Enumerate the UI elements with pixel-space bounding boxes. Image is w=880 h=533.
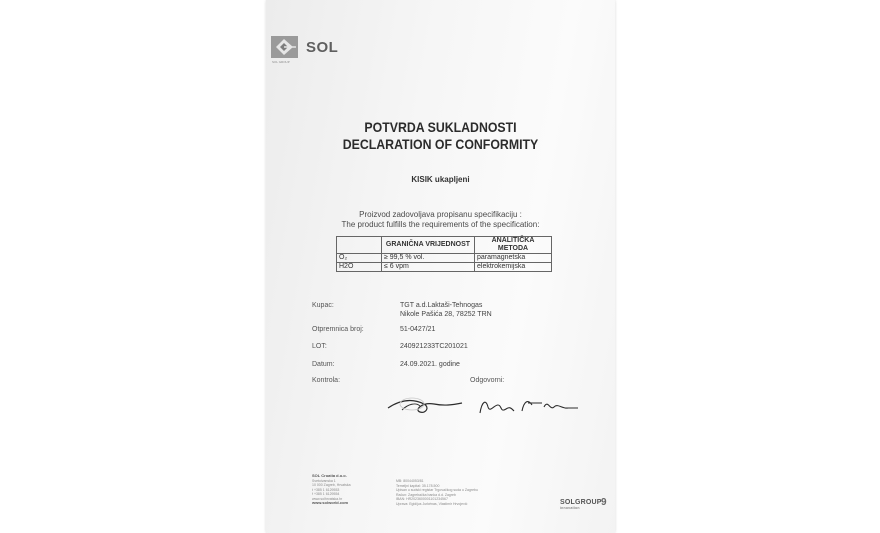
intro-english: The product fulfills the requirements of the specification: <box>341 220 540 229</box>
footer-address-line: t +385 1 6129553 <box>312 487 340 492</box>
edge-digit: 9 <box>601 497 607 508</box>
date-label: Datum: <box>312 361 335 368</box>
footer-registration-block <box>396 479 478 506</box>
header-limit-text: GRANIČNA VRIJEDNOST <box>385 241 471 248</box>
header-method-text: ANALITIČKA METODA <box>491 237 535 252</box>
footer-reg-line: IBAN: HR2023600001101234567 <box>396 497 448 501</box>
delivery-label: Otpremnica broj: <box>312 326 364 333</box>
table-row <box>337 254 552 263</box>
title-english: DECLARATION OF CONFORMITY <box>342 136 539 152</box>
cell-component: O₂ <box>337 254 382 263</box>
footer-address-line: www.solhrvatska.hr <box>312 496 343 501</box>
cell-method: elektrokemijska <box>475 263 552 272</box>
responsible-label: Odgovorni: <box>470 377 505 384</box>
table-row <box>337 263 552 272</box>
footer-company <box>312 474 351 479</box>
sol-logo-icon <box>271 36 298 58</box>
solgroup-text: SOLGROUP <box>560 499 602 506</box>
footer-company-block <box>312 474 351 506</box>
table-header-row <box>337 237 552 254</box>
title-croatian: POTVRDA SUKLADNOSTI <box>364 119 517 135</box>
responsible-signature-icon <box>476 391 582 419</box>
intro-croatian: Proizvod zadovoljava propisanu specifikaciju : <box>359 210 522 219</box>
solgroup-tag: innovation <box>560 506 580 510</box>
footer-company-name: SOL Croatia d.o.o. <box>312 473 347 478</box>
buyer-name: TGT a.d.Laktaši-Tehnogas <box>400 302 483 309</box>
footer-reg-line: Upisan u sudski registar Trgovačkog suda u Zagrebu <box>396 488 478 492</box>
control-signature-icon <box>386 392 466 420</box>
logo-text: SOL <box>306 39 339 56</box>
control-label: Kontrola: <box>312 377 341 384</box>
header-component <box>337 237 382 254</box>
footer-address-line: Svetoivanska 1 <box>312 478 336 483</box>
cell-component: H2O <box>337 263 382 272</box>
document-page <box>266 0 615 533</box>
product-name: KISIK ukapljeni <box>411 175 470 184</box>
solgroup-logo <box>560 499 602 511</box>
logo-subtitle: SOL GROUP <box>272 60 290 64</box>
footer-reg-line: MB: 80044053/81 <box>396 479 424 483</box>
cell-limit: ≥ 99,5 % vol. <box>382 254 475 263</box>
footer-website <box>312 501 351 506</box>
footer-website-text: www.solworld.com <box>312 500 349 505</box>
buyer-address: Nikole Pašića 28, 78252 TRN <box>400 311 492 318</box>
cell-limit: ≤ 6 vpm <box>382 263 475 272</box>
footer-reg-line: Račun: Zagrebačka banka d.d. Zagreb <box>396 492 456 497</box>
date-value: 24.09.2021. godine <box>400 361 460 368</box>
header-limit <box>382 237 475 254</box>
header-method <box>475 237 552 254</box>
lot-number: 240921233TC201021 <box>400 343 468 350</box>
footer-reg-line: Temeljni kapital: 35.178.500 <box>396 483 440 488</box>
footer-address-line: 10 000 Zagreb, Hrvatska <box>312 483 351 487</box>
delivery-number: 51-0427/21 <box>400 326 436 333</box>
buyer-label: Kupac: <box>312 302 334 309</box>
footer-address-line: f +385 1 6129554 <box>312 492 340 496</box>
footer-reg-line: Uprava: Egidijus Jurkėnas, Vlastimir Hrvojević <box>396 501 468 506</box>
specification-table <box>336 236 552 272</box>
lot-label: LOT: <box>312 343 327 350</box>
cell-method: paramagnetska <box>475 254 552 263</box>
